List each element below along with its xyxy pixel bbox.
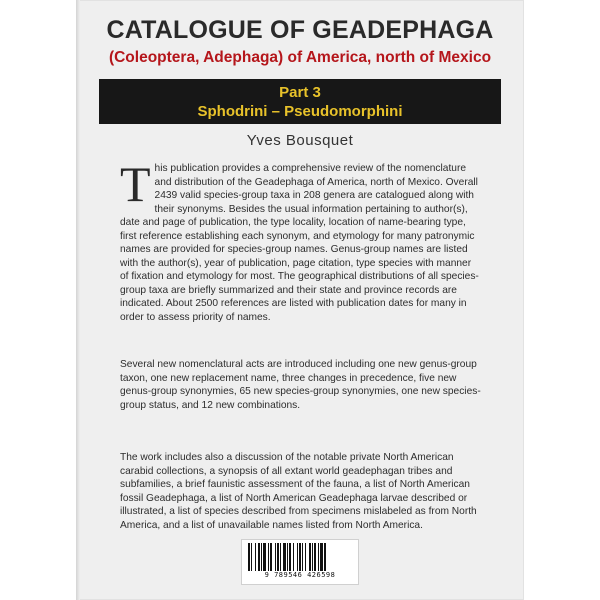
- part-tribes: Sphodrini – Pseudomorphini: [197, 103, 403, 120]
- isbn-number: 9 789546 426598: [264, 571, 336, 579]
- blurb-paragraph-2: Several new nomenclatural acts are introduced including one new genus-group taxon, one new replacement name, three changes in precedence, five new genus-group synonymies, 65 new species-group synonymies, one new species-group status, and 12 new combinations.: [120, 359, 481, 411]
- book-subtitle: (Coleoptera, Adephaga) of America, north of Mexico: [108, 49, 492, 66]
- barcode-bars-icon: [247, 543, 353, 571]
- drop-cap: T: [120, 156, 151, 212]
- part-number: Part 3: [279, 84, 321, 101]
- blurb-paragraph-3: The work includes also a discussion of the notable private North American carabid collections, a synopsis of all extant world geadephagan tribes and subfamilies, a brief faunistic assessment of the fauna, a list of North American fossil Geadephaga, a list of North American Geadephaga larvae described or illustrated, a list of species described from specimens mislabeled as from North America, and a list of unavailable names listed from North America.: [120, 452, 477, 531]
- book-title: CATALOGUE OF GEADEPHAGA: [106, 16, 494, 44]
- blurb-paragraph-1: [120, 156, 482, 324]
- isbn-barcode: [241, 539, 359, 585]
- cover-spine-shadow: [76, 0, 80, 600]
- author-name: Yves Bousquet: [246, 132, 354, 149]
- blurb-paragraph-1-text: his publication provides a comprehensive review of the nomenclature and distribution of the Geadephaga of America, north of Mexico. Overall 2439 valid species-group taxa in 208 genera are catalogued along with their synonyms. Besides the usual information pertaining to author(s), date and page of publication, the type locality, location of name-bearing type, first reference establishing each synonym, and etymology for many patronymic names are provided for species-group names. Genus-group names are listed with the author(s), year of publication, page citation, type species with manner of fixation and etymology for most. The geographical distributions of all species-group taxa are briefly summarized and their state and province records are indicated. About 2500 references are listed with publication dates for many in order to assess priority of names.: [120, 163, 479, 323]
- part-banner: [99, 79, 501, 124]
